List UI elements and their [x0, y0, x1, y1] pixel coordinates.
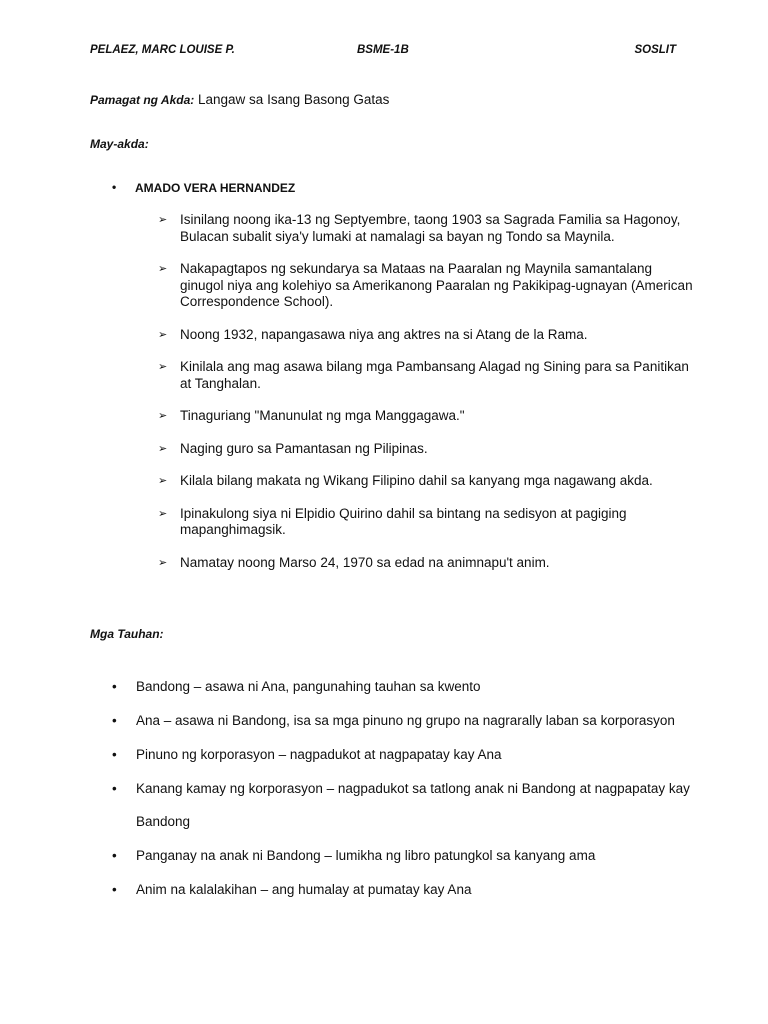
list-item: • Panganay na anak ni Bandong – lumikha ng libro patungkol sa kanyang ama [112, 839, 712, 872]
bullet-icon: • [112, 713, 117, 728]
student-name: PELAEZ, MARC LOUISE P. [90, 44, 235, 56]
list-item: ➢ Ipinakulong siya ni Elpidio Quirino dahil sa bintang na sedisyon at pagiging mapanghimagsik. [158, 505, 627, 537]
bullet-icon: • [112, 781, 117, 796]
characters-label: Mga Tauhan: [90, 627, 164, 641]
list-item: ➢ Tinaguriang "Manunulat ng mga Manggagawa." [158, 408, 465, 423]
arrowhead-bullet-icon: ➢ [158, 328, 168, 341]
list-item: ➢ Namatay noong Marso 24, 1970 sa edad na animnapu't anim. [158, 554, 550, 570]
bullet-icon: • [112, 747, 117, 762]
list-item: ➢ Isinilang noong ika-13 ng Septyembre, taong 1903 sa Sagrada Familia sa Hagonoy, Bulacan subalit siya'y lumaki at namalagi sa bayan ng Tondo sa Maynila. [158, 212, 681, 244]
list-item: • Anim na kalalakihan – ang humalay at pumatay kay Ana [112, 873, 712, 906]
arrowhead-bullet-icon: ➢ [158, 475, 168, 487]
list-item: ➢ Kilala bilang makata ng Wikang Filipino dahil sa kanyang mga nagawang akda. [158, 473, 653, 488]
list-item: ➢ Naging guro sa Pamantasan ng Pilipinas. [158, 440, 428, 456]
title-line [90, 92, 389, 107]
characters-list [112, 670, 712, 907]
course-code: BSME-1B [357, 44, 409, 56]
list-item: ➢ Noong 1932, napangasawa niya ang aktres na si Atang de la Rama. [158, 326, 588, 342]
arrowhead-bullet-icon: ➢ [158, 507, 168, 520]
bullet-icon: • [112, 848, 117, 863]
arrowhead-bullet-icon: ➢ [158, 556, 168, 569]
arrowhead-bullet-icon: ➢ [158, 410, 168, 422]
list-item: ➢ Kinilala ang mag asawa bilang mga Pambansang Alagad ng Sining para sa Panitikan at Tanghalan. [158, 359, 689, 391]
subject-code: SOSLIT [634, 44, 676, 56]
title-label: Pamagat ng Akda: [90, 93, 195, 107]
author-label: May-akda: [90, 137, 149, 151]
title-value: Langaw sa Isang Basong Gatas [198, 92, 390, 107]
bullet-icon: • [112, 882, 117, 897]
arrowhead-bullet-icon: ➢ [158, 361, 168, 373]
list-item: ➢ Nakapagtapos ng sekundarya sa Mataas na Paaralan ng Maynila samantalang ginugol niya ang kolehiyo sa Amerikanong Paaralan ng Pakikipag-ugnayan (American Correspondence School). [158, 261, 693, 309]
bullet-icon: • [112, 679, 117, 694]
bullet-icon: • [112, 180, 117, 194]
list-item: • Ana – asawa ni Bandong, isa sa mga pinuno ng grupo na nagrarally laban sa korporasyon [112, 704, 712, 737]
list-item: • Bandong – asawa ni Ana, pangunahing tauhan sa kwento [112, 670, 712, 703]
author-facts-list [158, 212, 698, 587]
list-item: • Pinuno ng korporasyon – nagpadukot at nagpapatay kay Ana [112, 738, 712, 771]
arrowhead-bullet-icon: ➢ [158, 442, 168, 455]
list-item: • Kanang kamay ng korporasyon – nagpadukot sa tatlong anak ni Bandong at nagpapatay kay Bandong [112, 772, 712, 838]
arrowhead-bullet-icon: ➢ [158, 214, 168, 226]
document-header [0, 44, 768, 64]
author-name: AMADO VERA HERNANDEZ [135, 181, 296, 195]
arrowhead-bullet-icon: ➢ [158, 263, 168, 275]
